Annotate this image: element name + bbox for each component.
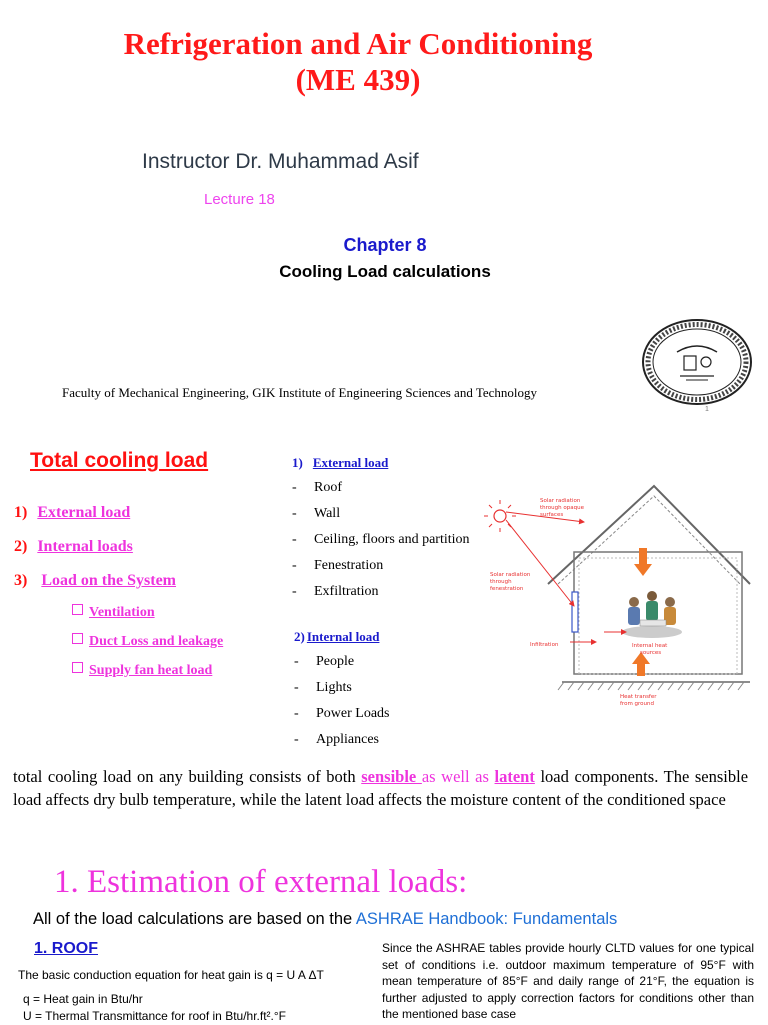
list-item-load-on-system [14, 572, 176, 590]
svg-text:from ground: from ground [620, 701, 655, 707]
svg-text:Solar radiation: Solar radiation [540, 498, 581, 504]
institute-seal-logo [640, 318, 754, 406]
u-definition: U = Thermal Transmittance for roof in Btu/hr.ft².°F [23, 1009, 287, 1023]
sub-item-supply-fan: Supply fan heat load [72, 662, 212, 679]
svg-text:Solar radiation: Solar radiation [490, 572, 531, 578]
list-label: Internal loads [37, 538, 133, 555]
svg-text:through: through [490, 579, 512, 585]
checkbox-bullet-icon [72, 604, 83, 615]
sub-item-ventilation: Ventilation [72, 604, 155, 621]
svg-text:Internal heat: Internal heat [632, 643, 668, 649]
svg-text:fenestration: fenestration [490, 586, 524, 592]
chapter-subtitle: Cooling Load calculations [279, 262, 491, 281]
list-item-external-load [14, 504, 130, 522]
ashrae-reference: All of the load calculations are based on the ASHRAE Handbook: Fundamentals [33, 910, 618, 928]
list-number: 3) [14, 572, 28, 589]
faculty-footer: Faculty of Mechanical Engineering, GIK Institute of Engineering Sciences and Technology [62, 385, 538, 400]
list-label: External load [37, 504, 131, 521]
svg-text:Infiltration: Infiltration [530, 642, 559, 648]
chapter-heading: Chapter 8 [343, 235, 427, 255]
internal-item-lights: - Lights [294, 680, 352, 695]
q-definition: q = Heat gain in Btu/hr [23, 992, 143, 1006]
ashrae-link-text: ASHRAE Handbook: Fundamentals [355, 910, 618, 928]
list-label: Load on the System [41, 572, 177, 589]
sub-item-duct-loss: Duct Loss and leakage [72, 633, 223, 650]
lecture-number: Lecture 18 [204, 191, 275, 208]
internal-item-appliances: - Appliances [294, 732, 379, 747]
svg-text:through opaque: through opaque [540, 505, 584, 511]
external-item-fenestration: - Fenestration [292, 558, 384, 573]
variable-definitions [23, 991, 286, 1025]
checkbox-bullet-icon [72, 662, 83, 673]
course-title-line1: Refrigeration and Air Conditioning [123, 26, 593, 61]
total-cooling-load-heading: Total cooling load [30, 449, 209, 472]
list-item-internal-loads [14, 538, 133, 556]
cltd-paragraph: Since the ASHRAE tables provide hourly CLTD values for one typical set of conditions i.e. outdoor maximum temperature of 95°F with mean temperature of 85°F and daily range of 21°F, the equation is further adjusted to apply correction factors for conditions other than the mentioned base case [382, 941, 754, 1021]
svg-text:sources: sources [640, 650, 662, 656]
cooling-load-paragraph: total cooling load on any building consists of both sensible as well as latent load components. The sensible load affects dry bulb temperature, while the latent load affects the moisture content of the conditioned space [13, 767, 749, 809]
external-item-wall: - Wall [292, 506, 341, 521]
latent-term: latent [494, 767, 535, 786]
course-title [0, 26, 716, 98]
external-item-exfiltration: - Exfiltration [292, 584, 379, 599]
external-load-heading: 1) External load [292, 455, 389, 470]
page-number: 1 [705, 406, 709, 413]
house-heat-load-diagram [484, 482, 758, 714]
checkbox-bullet-icon [72, 633, 83, 644]
list-number: 2) [14, 538, 28, 555]
roof-heading: 1. ROOF [34, 940, 99, 957]
conduction-equation: The basic conduction equation for heat gain is q = U A ΔT [18, 968, 324, 982]
people-illustration-icon [622, 591, 682, 638]
instructor-name: Instructor Dr. Muhammad Asif [142, 150, 419, 173]
internal-item-people: - People [294, 654, 355, 669]
internal-item-power: - Power Loads [294, 706, 390, 721]
svg-text:surfaces: surfaces [540, 512, 564, 518]
external-item-roof: - Roof [292, 480, 342, 495]
external-item-ceiling: - Ceiling, floors and partition [292, 532, 470, 547]
list-number: 1) [14, 504, 28, 521]
internal-load-heading: 2) Internal load [294, 629, 380, 644]
svg-text:Heat transfer: Heat transfer [620, 694, 657, 700]
estimation-heading: 1. Estimation of external loads: [54, 864, 468, 900]
sensible-term: sensible [361, 767, 422, 786]
course-code: (ME 439) [295, 62, 421, 97]
